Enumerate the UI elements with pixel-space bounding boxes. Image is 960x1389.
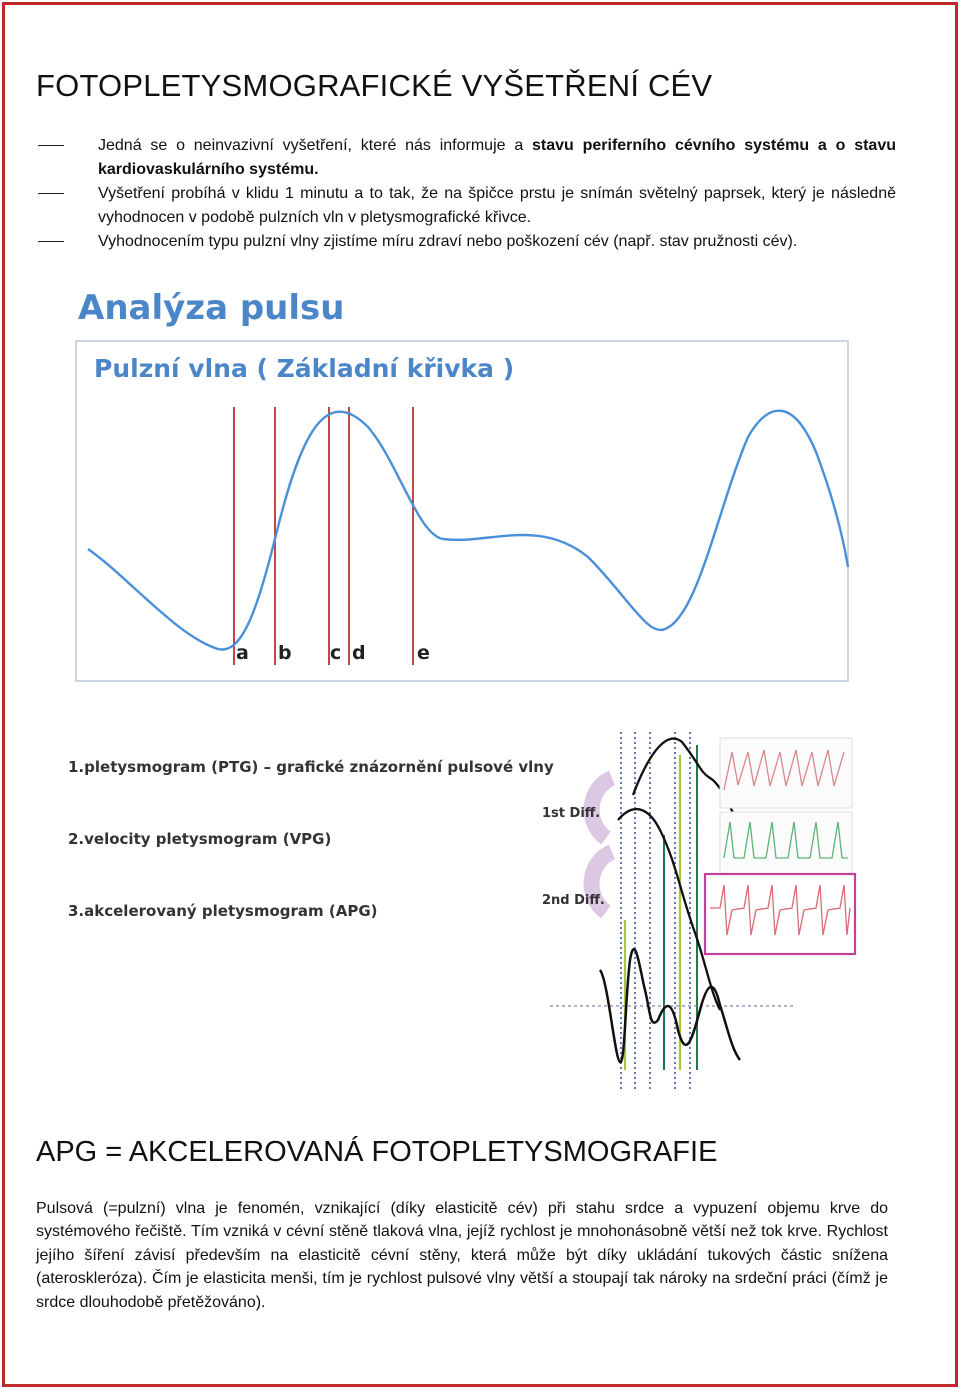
second-diff-label: 2nd Diff. — [542, 893, 605, 908]
bullet-bold-text: stavu periferního cévního systému a o stavu kardiovaskulárního systému. — [98, 137, 896, 178]
dash-icon — [38, 193, 64, 194]
intro-bullet-list — [36, 134, 896, 255]
marker-label-e: e — [417, 642, 430, 664]
bullet-text: Jedná se o neinvazivní vyšetření, které nás informuje a — [98, 137, 533, 154]
dash-icon — [38, 145, 64, 146]
marker-label-a: a — [236, 642, 249, 664]
bullet-item — [36, 230, 896, 254]
bullet-item — [36, 134, 896, 181]
section-heading: APG = AKCELEROVANÁ FOTOPLETYSMOGRAFIE — [36, 1136, 718, 1168]
bullet-item — [36, 182, 896, 229]
apg-panel — [705, 874, 855, 954]
dash-icon — [38, 241, 64, 242]
marker-label-c: c — [330, 642, 342, 664]
marker-label-b: b — [278, 642, 292, 664]
plethysmogram-figure — [60, 730, 890, 1095]
ptg-label: 1.pletysmogram (PTG) – grafické znázornění pulsové vlny — [68, 758, 554, 776]
vpg-label: 2.velocity pletysmogram (VPG) — [68, 830, 332, 848]
section-paragraph: Pulsová (=pulzní) vlna je fenomén, vznikající (díky elasticitě cév) při stahu srdce a vypuzení objemu krve do systémového řečiště. Tím vzniká v cévní stěně tlaková vlna, jejíž rychlost je mnohonásobně větší než tok krve. Rychlost jejího šíření závisí především na elasticitě cévní stěny, která může být díky ukládání tukových částic snížena (ateroskleróza). Čím je elasticita menši, tím je rychlost pulsové vlny větší a stoupají tak nároky na srdeční práci (čímž je srdce dlouhodobě přetěžováno). — [36, 1200, 888, 1311]
bullet-text: Vyšetření probíhá v klidu 1 minutu a to tak, že na špičce prstu je snímán světelný paprsek, který je následně vyhodnocen v podobě pulzních vln v pletysmografické křivce. — [98, 185, 896, 226]
marker-label-d: d — [352, 642, 366, 664]
pulse-analysis-figure — [68, 277, 866, 697]
page-title: FOTOPLETYSMOGRAFICKÉ VYŠETŘENÍ CÉV — [36, 68, 713, 103]
vpg-panel — [720, 812, 852, 874]
first-diff-label: 1st Diff. — [542, 806, 601, 821]
figure-heading: Analýza pulsu — [78, 288, 345, 328]
bullet-text: Vyhodnocením typu pulzní vlny zjistíme míru zdraví nebo poškození cév (např. stav pružnosti cév). — [98, 233, 798, 250]
figure-subtitle: Pulzní vlna ( Základní křivka ) — [94, 354, 515, 383]
apg-label: 3.akcelerovaný pletysmogram (APG) — [68, 902, 378, 920]
